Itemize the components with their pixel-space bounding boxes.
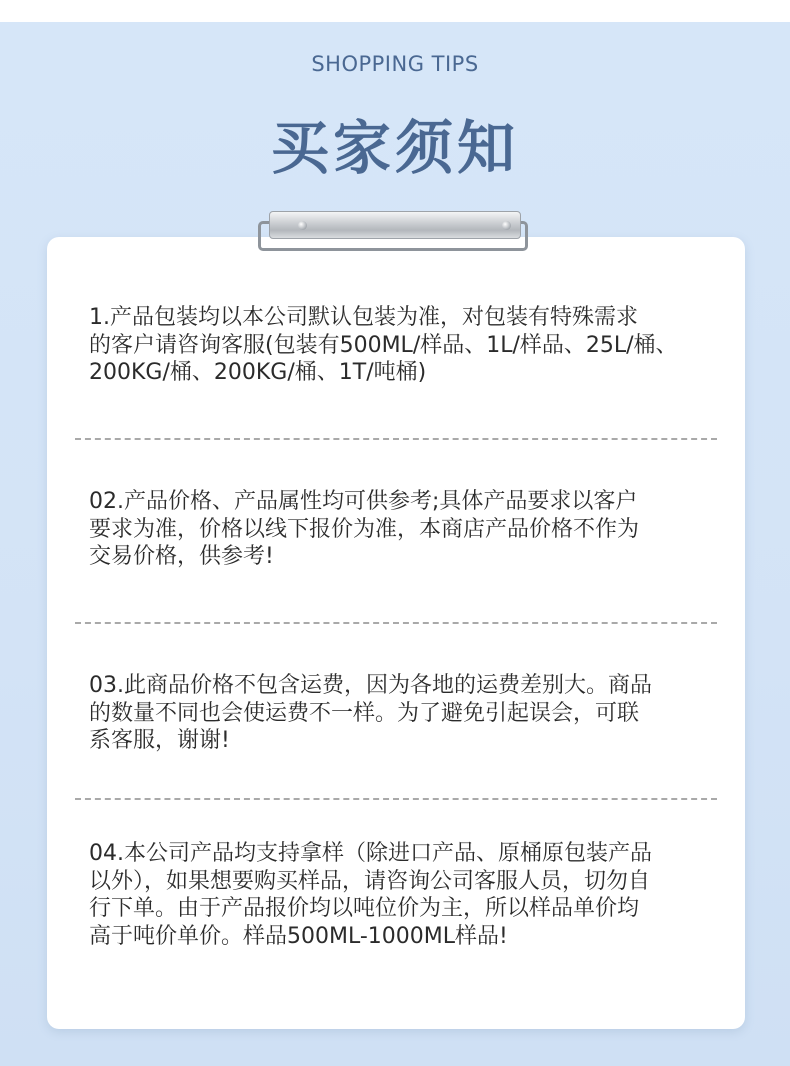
top-white-strip <box>0 0 790 22</box>
notice-line: 以外），如果想要购买样品，请咨询公司客服人员，切勿自 <box>89 868 651 894</box>
notice-line: 02.产品价格、产品属性均可供参考;具体产品要求以客户 <box>89 489 638 514</box>
notice-line: 高于吨价单价。样品500ML-1000ML样品! <box>89 923 508 949</box>
section-divider <box>75 438 717 440</box>
notice-line: 的数量不同也会使运费不一样。为了避免引起误会，可联 <box>89 700 640 726</box>
notice-line: 的客户请咨询客服(包装有500ML/样品、1L/样品、25L/桶、 <box>89 332 678 358</box>
notice-line: 03.此商品价格不包含运费，因为各地的运费差别大。商品 <box>89 673 652 698</box>
notice-section-1 <box>89 304 729 387</box>
notice-section-3 <box>89 672 729 755</box>
section-divider <box>75 798 717 800</box>
notice-line: 系客服，谢谢! <box>89 728 230 753</box>
notice-line: 04.本公司产品均支持拿样（除进口产品、原桶原包装产品 <box>89 841 652 866</box>
rivet-icon <box>298 221 307 230</box>
clipboard-clip-icon <box>258 211 532 253</box>
notice-line: 要求为准，价格以线下报价为准，本商店产品价格不作为 <box>89 516 640 542</box>
notice-line: 200KG/桶、200KG/桶、1T/吨桶) <box>89 360 427 385</box>
notice-line: 行下单。由于产品报价均以吨位价为主，所以样品单价均 <box>89 896 640 921</box>
page-title: 买家须知 <box>270 114 519 182</box>
notice-line: 1.产品包装均以本公司默认包装为准，对包装有特殊需求 <box>89 305 638 330</box>
notice-section-2 <box>89 488 729 571</box>
notice-line: 交易价格，供参考! <box>89 544 274 569</box>
section-divider <box>75 622 717 624</box>
notice-section-4 <box>89 840 729 950</box>
clip-plate <box>269 211 521 239</box>
rivet-icon <box>502 221 511 230</box>
page-subtitle: SHOPPING TIPS <box>311 52 479 76</box>
